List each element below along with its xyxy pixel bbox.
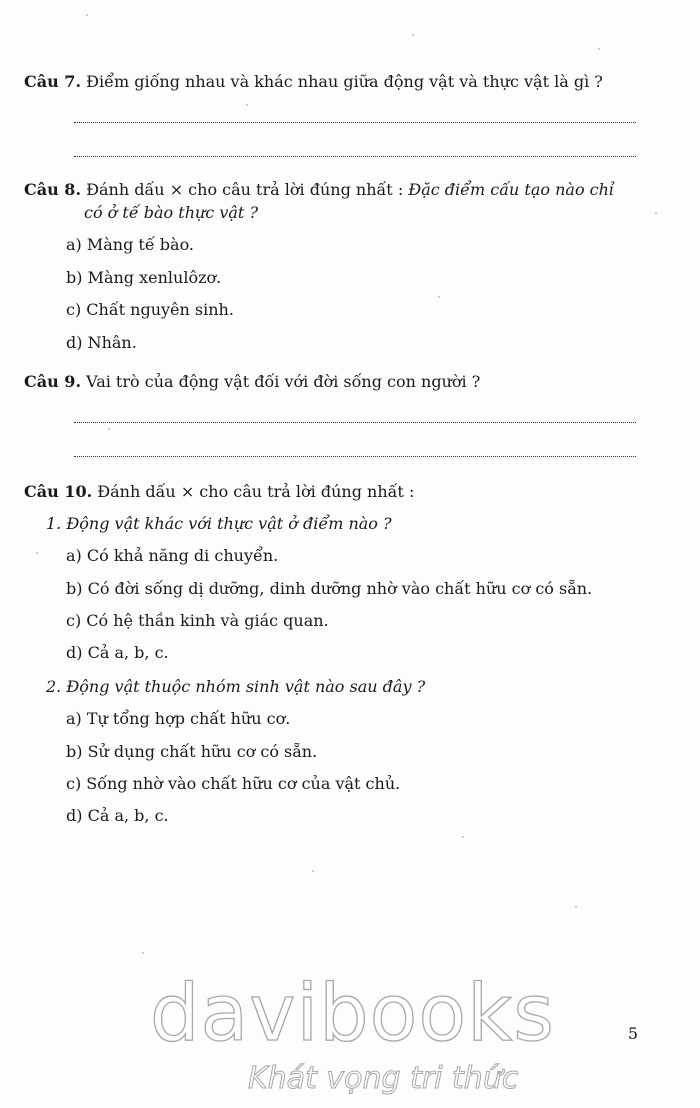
scan-speck [655,212,657,214]
question-9-label: Câu 9. [24,372,82,391]
question-9 [24,372,480,391]
scan-speck [86,14,88,16]
question-10 [24,482,414,501]
sub-1-option-d[interactable]: d) Cả a, b, c. [66,643,169,662]
watermark-slogan: Khát vọng tri thức [248,1061,519,1096]
sub-1-option-b[interactable]: b) Có đời sống dị dưỡng, dinh dưỡng nhờ vào chất hữu cơ có sẵn. [66,579,593,598]
scan-speck [246,104,248,106]
question-8-option-d[interactable]: d) Nhân. [66,333,137,352]
question-9-text: Vai trò của động vật đối với đời sống con người ? [81,372,481,391]
question-7-text: Điểm giống nhau và khác nhau giữa động vật và thực vật là gì ? [81,72,603,91]
question-8-option-b[interactable]: b) Màng xenlulôzơ. [66,268,222,287]
sub-1-option-c[interactable]: c) Có hệ thần kinh và giác quan. [66,611,329,630]
question-10-text: Đánh dấu × cho câu trả lời đúng nhất : [92,482,415,501]
sub-2-option-d[interactable]: d) Cả a, b, c. [66,806,169,825]
scan-speck [575,906,577,908]
question-7-label: Câu 7. [24,72,82,91]
scan-speck [412,34,414,36]
sub-2-option-a[interactable]: a) Tự tổng hợp chất hữu cơ. [66,709,291,728]
question-10-label: Câu 10. [24,482,93,501]
sub-2-option-b[interactable]: b) Sử dụng chất hữu cơ có sẵn. [66,742,318,761]
answer-line[interactable] [74,122,636,123]
scan-speck [142,952,144,954]
question-7 [24,72,603,91]
page-number: 5 [627,1024,638,1043]
answer-line[interactable] [74,456,636,457]
question-8-italic-2: có ở tế bào thực vật ? [84,203,259,222]
scan-speck [462,836,464,838]
scan-speck [598,48,600,50]
question-8-option-a[interactable]: a) Màng tế bào. [66,235,194,254]
scan-speck [36,552,38,554]
sub-2-option-c[interactable]: c) Sống nhờ vào chất hữu cơ của vật chủ. [66,774,401,793]
question-10-sub-1: 1. Động vật khác với thực vật ở điểm nào ? [46,514,392,533]
question-10-sub-2: 2. Động vật thuộc nhóm sinh vật nào sau đây ? [46,677,426,696]
question-8-option-c[interactable]: c) Chất nguyên sinh. [66,300,234,319]
watermark-brand: davibooks [150,969,555,1059]
scan-speck [438,296,440,298]
sub-1-option-a[interactable]: a) Có khả năng di chuyển. [66,546,279,565]
scan-speck [108,428,110,430]
question-8-label: Câu 8. [24,180,82,199]
question-8-italic-1: Đặc điểm cấu tạo nào chỉ [408,180,615,199]
answer-line[interactable] [74,156,636,157]
answer-line[interactable] [74,422,636,423]
question-8-text: Đánh dấu × cho câu trả lời đúng nhất : [81,180,409,199]
question-8 [24,180,614,199]
scan-speck [312,870,314,872]
